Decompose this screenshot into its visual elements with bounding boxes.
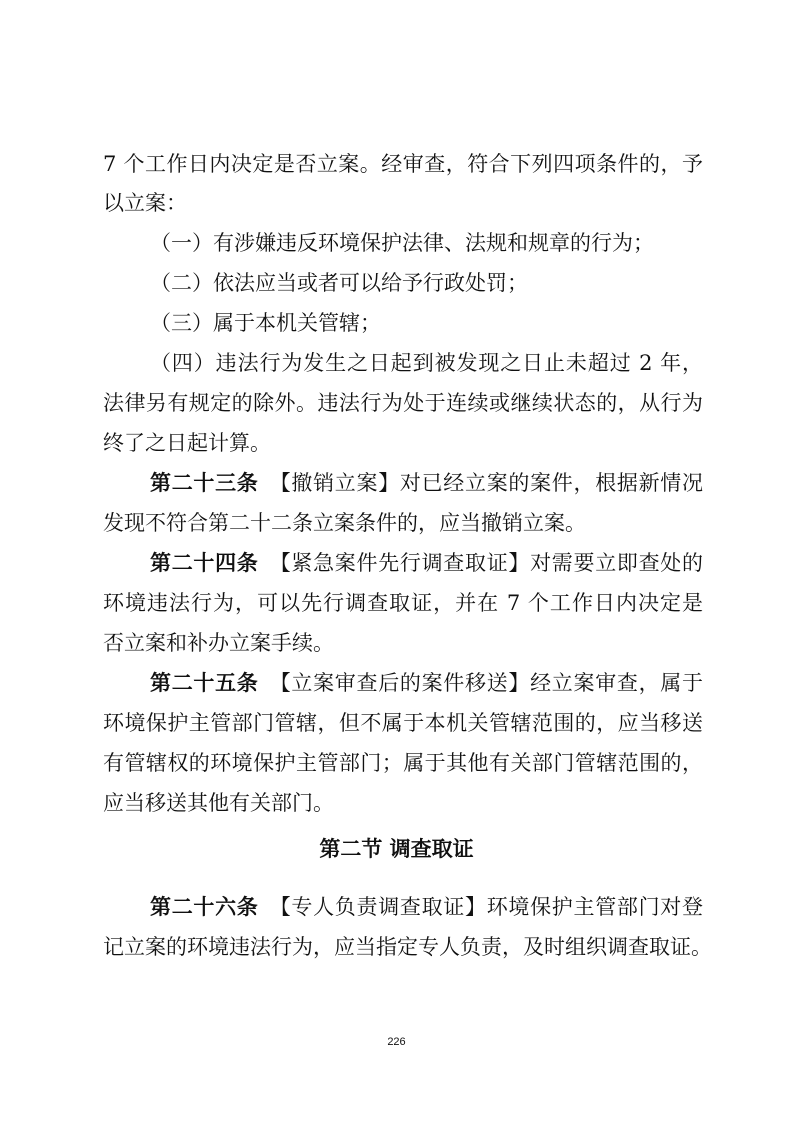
article-25-line-1 <box>150 665 703 701</box>
article-24-line-2: 环境违法行为，可以先行调查取证，并在 7 个工作日内决定是 <box>103 591 703 615</box>
article-25-text: 【立案审查后的案件移送】经立案审查，属于 <box>269 671 703 695</box>
condition-item-1: （一）有涉嫌违反环境保护法律、法规和规章的行为； <box>150 231 654 255</box>
paragraph-line: 终了之日起计算。 <box>103 431 271 455</box>
article-23-number: 第二十三条 <box>150 470 259 495</box>
article-26-line-2: 记立案的环境违法行为，应当指定专人负责，及时组织调查取证。 <box>103 935 712 959</box>
condition-item-3: （三）属于本机关管辖； <box>150 311 381 335</box>
paragraph-line: 法律另有规定的除外。违法行为处于连续或继续状态的，从行为 <box>103 391 703 415</box>
article-25-line-3: 有管辖权的环境保护主管部门；属于其他有关部门管辖范围的， <box>103 751 703 775</box>
paragraph-line: 7 个工作日内决定是否立案。经审查，符合下列四项条件的，予 <box>103 152 703 176</box>
article-23-text: 【撤销立案】对已经立案的案件，根据新情况 <box>269 471 703 495</box>
article-26-line-1 <box>150 889 703 925</box>
article-25-line-4: 应当移送其他有关部门。 <box>103 791 334 815</box>
article-25-number: 第二十五条 <box>150 670 259 695</box>
article-24-number: 第二十四条 <box>150 550 259 575</box>
article-26-number: 第二十六条 <box>150 894 259 919</box>
condition-item-2: （二）依法应当或者可以给予行政处罚； <box>150 271 528 295</box>
article-23-line-1 <box>150 465 703 501</box>
article-24-line-1 <box>150 545 703 581</box>
article-24-line-3: 否立案和补办立案手续。 <box>103 631 334 655</box>
paragraph-line: 以立案： <box>103 191 187 215</box>
article-26-text: 【专人负责调查取证】环境保护主管部门对登 <box>269 895 703 919</box>
article-23-line-2: 发现不符合第二十二条立案条件的，应当撤销立案。 <box>103 511 586 535</box>
section-heading: 第二节 调查取证 <box>319 837 474 861</box>
article-25-line-2: 环境保护主管部门管辖，但不属于本机关管辖范围的，应当移送 <box>103 711 703 735</box>
condition-item-4: （四）违法行为发生之日起到被发现之日止未超过 2 年， <box>150 351 703 375</box>
article-24-text: 【紧急案件先行调查取证】对需要立即查处的 <box>269 551 703 575</box>
page-number: 226 <box>387 1036 406 1048</box>
